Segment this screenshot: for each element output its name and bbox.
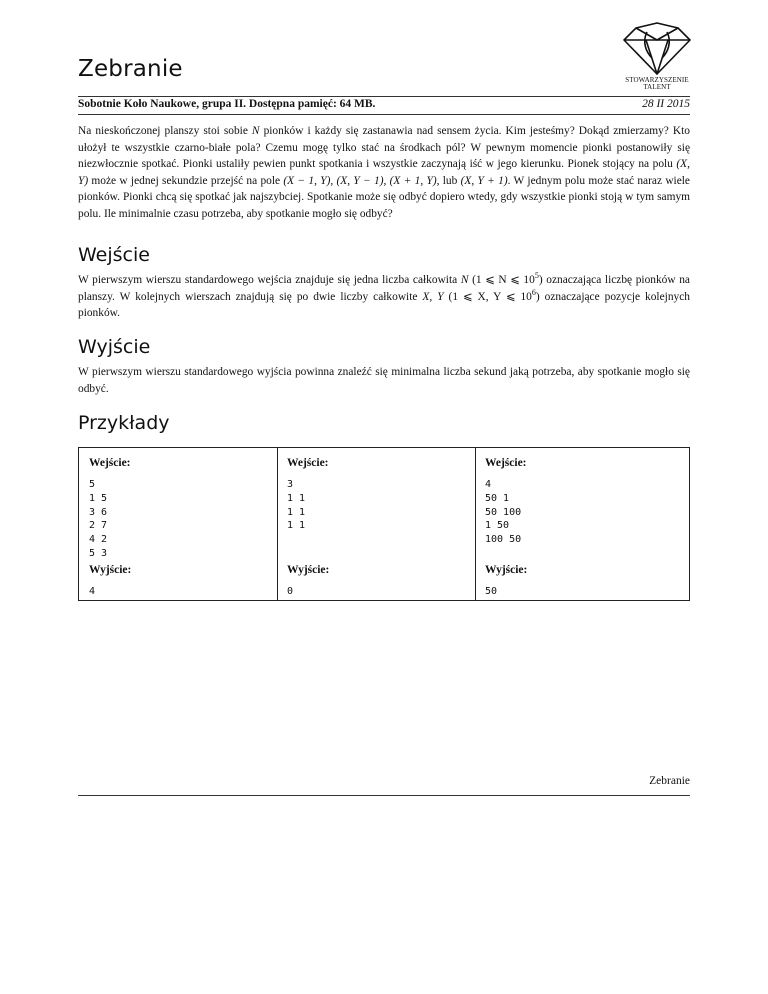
example-column xyxy=(79,448,278,600)
input-text: ) oznaczająca liczbę pionków na planszy. W kolejnych wierszach znajdują się po dwie liczby całkowite xyxy=(78,274,690,303)
logo-text-line1: STOWARZYSZENIE xyxy=(625,76,689,84)
example-output-data: 4 xyxy=(89,586,96,597)
input-text: ) oznaczające pozycje kolejnych pionków. xyxy=(78,290,690,320)
example-input-label: Wejście: xyxy=(287,457,329,469)
examples-table xyxy=(78,447,690,601)
input-math: N xyxy=(460,274,469,286)
example-output-label: Wyjście: xyxy=(287,564,330,576)
example-output-data: 0 xyxy=(287,586,294,597)
diamond-logo-icon xyxy=(622,18,692,76)
example-output-data: 50 xyxy=(485,586,498,597)
input-exponent: 6 xyxy=(531,287,536,297)
intro-paragraph xyxy=(78,123,690,223)
input-math: X, Y xyxy=(422,290,444,303)
example-column xyxy=(277,448,476,600)
logo-text-line2: TALENT xyxy=(643,83,671,91)
header-rule-bottom xyxy=(78,114,690,115)
input-exponent: 5 xyxy=(534,271,539,281)
intro-text: , lub xyxy=(436,174,461,187)
example-output-label: Wyjście: xyxy=(485,564,528,576)
input-text: W pierwszym wierszu standardowego wejścia znajduje się jedna liczba całkowita xyxy=(78,274,461,286)
footer-title: Zebranie xyxy=(649,775,690,787)
example-input-label: Wejście: xyxy=(485,457,527,469)
intro-text: pionków i każdy się zastanawia nad sensem życia. Kim jesteśmy? Dokąd zmierzamy? Kto ułożył te wszystkie czarno-białe pola? Czemu mogę tylko stać na środkach pól? W pewnym momencie pionki postanowiły się niezwłocznie spotkać. Pionki ustaliły pewien punkt spotkania i wszystkie zaczynają iść w jego kierunku. Pionek stojący na polu xyxy=(78,125,690,171)
output-heading: Wyjście xyxy=(78,336,151,358)
example-input-data: 3 1 1 1 1 1 1 xyxy=(287,479,306,532)
header-rule-top xyxy=(78,96,690,97)
examples-heading: Przykłady xyxy=(78,412,170,434)
example-input-data: 4 50 1 50 100 1 50 100 50 xyxy=(485,479,522,546)
example-column xyxy=(475,448,689,600)
subheader-info: Sobotnie Koło Naukowe, grupa II. Dostępna pamięć: 64 MB. xyxy=(78,98,376,110)
task-title: Zebranie xyxy=(78,56,183,82)
example-input-label: Wejście: xyxy=(89,457,131,469)
intro-text: może w jednej sekundzie przejść na pole xyxy=(88,174,284,187)
example-input-data: 5 1 5 3 6 2 7 4 2 5 3 xyxy=(89,479,108,559)
input-math: (1 ⩽ N ⩽ 10 xyxy=(468,274,535,286)
intro-math: (X, Y) xyxy=(78,158,690,187)
output-paragraph: W pierwszym wierszu standardowego wyjścia powinna znaleźć się minimalna liczba sekund jaką potrzeba, aby spotkanie mogło się odbyć. xyxy=(78,366,690,395)
intro-text: . W jednym polu może stać naraz wiele pionków. Pionki chcą się spotkać jak najszybciej. Spotkanie może się odbyć dopiero wtedy, gdy wszystkie pionki stoją w tym samym polu. Ile minimalnie czasu potrzeba, aby spotkanie mogło się odbyć? xyxy=(78,174,690,220)
talent-logo xyxy=(614,18,698,94)
intro-math: (X − 1, Y), (X, Y − 1), (X + 1, Y) xyxy=(283,174,437,187)
subheader-date: 28 II 2015 xyxy=(642,98,690,110)
input-heading: Wejście xyxy=(78,244,150,266)
input-paragraph xyxy=(78,272,690,322)
footer-rule xyxy=(78,795,690,796)
input-math: (1 ⩽ X, Y ⩽ 10 xyxy=(443,290,532,303)
example-output-label: Wyjście: xyxy=(89,564,132,576)
intro-math: (X, Y + 1) xyxy=(460,174,508,187)
intro-math: N xyxy=(251,125,260,137)
intro-text: Na nieskończonej planszy stoi sobie xyxy=(78,125,252,137)
